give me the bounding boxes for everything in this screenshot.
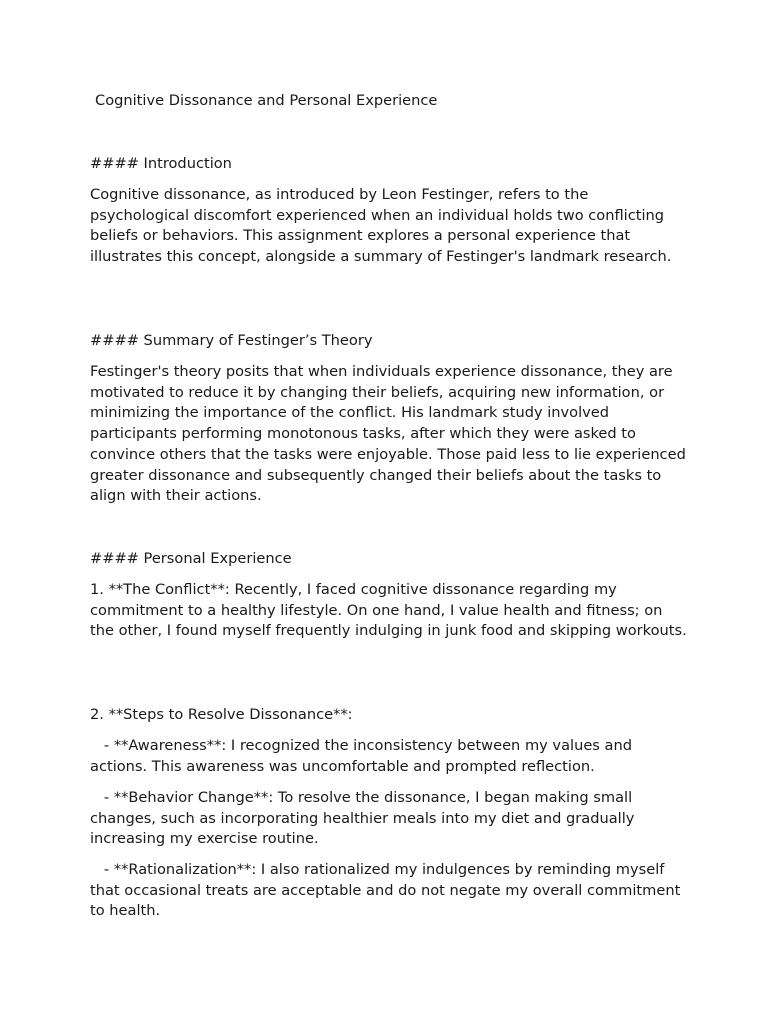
paragraph: 1. **The Conflict**: Recently, I faced cognitive dissonance regarding my commitment to a healthy lifestyle. On one hand, I value health and fitness; on the other, I found myself frequently indulging in junk food and skipping workouts. [90,581,687,640]
step-item-awareness: - **Awareness**: I recognized the inconsistency between my values and actions. This awareness was uncomfortable and prompted reflection. [90,737,637,775]
step-item-behavior-change: - **Behavior Change**: To resolve the dissonance, I began making small changes, such as incorporating healthier meals into my diet and gradually increasing my exercise routine. [90,789,640,848]
steps-heading: 2. **Steps to Resolve Dissonance**: [90,706,353,723]
section-introduction-heading: #### Introduction [90,155,232,172]
section-personal-experience-body [90,580,690,642]
document-title: Cognitive Dissonance and Personal Experience [95,92,438,109]
paragraph: Festinger's theory posits that when individuals experience dissonance, they are motivated to reduce it by changing their beliefs, acquiring new information, or minimizing the importance of the conflict. His landmark study involved participants performing monotonous tasks, after which they were asked to convince others that the tasks were enjoyable. Those paid less to lie experienced greater dissonance and subsequently changed their beliefs about the tasks to align with their actions. [90,363,686,505]
step-item-rationalization: - **Rationalization**: I also rationalized my indulgences by reminding myself that occasional treats are acceptable and do not negate my overall commitment to health. [90,861,685,920]
section-summary-heading: #### Summary of Festinger’s Theory [90,332,373,349]
section-personal-experience-heading: #### Personal Experience [90,550,292,567]
section-summary-body [90,362,690,507]
paragraph: Cognitive dissonance, as introduced by Leon Festinger, refers to the psychological discomfort experienced when an individual holds two conflicting beliefs or behaviors. This assignment explores a personal experience that illustrates this concept, alongside a summary of Festinger's landmark research. [90,186,672,266]
section-introduction-body [90,185,690,268]
